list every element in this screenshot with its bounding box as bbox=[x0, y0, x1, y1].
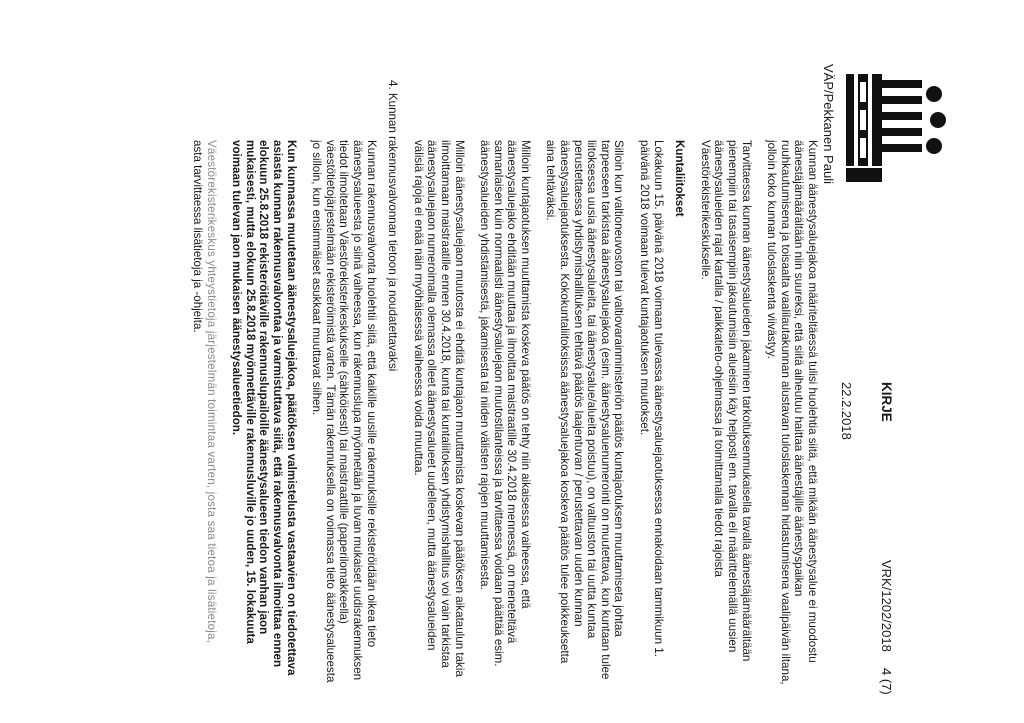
vrk-crest-logo bbox=[842, 70, 952, 190]
faded-line: Väestörekisterikeskus yhteystietoja järjestelmän toimintaa varten, josta saa tietoa ja lisätietoja, bbox=[204, 140, 218, 644]
body-paragraph: Kunnan äänestysaluejakoa määriteltäessä tulisi huolehtia siitä, että mikään äänestysalue ei muodostu äänestäjämäärältään niin suureksi, että siitä aiheutuu haittaa äänestäjille äänestyspaikan ruuhkautumisena ja toisaalta vaalilautakunnan alustavan tuloslaskennan hidastumisena vaalipäivän iltana, jolloin koko kunnan tuloslaskenta viivästyy. bbox=[765, 140, 819, 685]
document-reference: VRK/1202/2018 bbox=[879, 560, 894, 652]
document-type: KIRJE bbox=[879, 382, 894, 422]
body-paragraph: Silloin kun valtioneuvoston tai valtiovarainministeriön päätös kuntajaotuksen muuttamiseta johtaa tarpeeseen tarkistaa äänestysaluejakoa (esim. äänestysaluenumerointi on muutettava, kun kuntaan tulee liitoksessa uusia äänestysalueita, tai äänestysalue/alueita poistuu), on valtuuston tai uutta kuntaa perustettaessa yhdistymishallituksen tehtävä päätös laajentuvan / perustettavan uuden kunnan äänestysaluejaotuksesta. Kokokuntaliitoksissa äänestysaluejakoa koskeva päätös tulee poikkeuksetta aina tehtäväksi. bbox=[544, 140, 626, 680]
body-paragraph: Kunnan rakennusvalvonta huolehtii siitä, että kaikille uusille rakennuksille rekisteröidään oikea tieto äänestysalueesta jo siinä vaiheessa, kun rakennuslupa myönnetään ja luvan mukaiset uudisrakennuksen tiedot ilmoitetaan Väestörekisterikeskukselle (sähköisesti) tai maistraattille (paperilomakkeella) väestötietojärjestelmään rekisteröimistä varten. Tämän rakennuksella on voimassa tieto äänestysalueesta jo silloin, kun ensimmäiset asukkaat muuttavat siihen. bbox=[310, 140, 378, 683]
body-paragraph: Milloin äänestysaluejaon muutosta ei ehditä kuntajaon muuttamista koskevan päätöksen aikataulun takia ilmoittamaan maistraatille ennen 30.4.2018, kunta tai kuntaliitoksen yhdistymishallitus voi vain tarkistaa äänestysaluejaon numeroimalla olemassa olleet äänestysalueet uudelleen, mutta äänestysalueiden välisiä rajoja ei enää näin myöhäisessä vaiheessa voida muuttaa. bbox=[411, 140, 466, 677]
author: VÄP/Pekkanen Pauli bbox=[821, 64, 836, 184]
body-line: asta tarvittaessa lisätietoja ja -ohjeita. bbox=[191, 140, 205, 333]
body-paragraph: Tarvittaessa kunnan äänestysalueiden jakaminen tarkoituksenmukaisella tavalla äänestäjämäärältään pienempiin tai tasaisempiin jakautumisiin alueisiin käy helposti em. tavalla eli määrittelemällä uusien äänestysalueiden rajat kartalla / paikkatieto-ohjelmassa ja toimittamalla tiedot rajoista Väestörekisterikeskukselle. bbox=[698, 140, 753, 662]
letter-body bbox=[178, 80, 819, 685]
bold-paragraph: Kun kunnassa muutetaan äänestysaluejakoa, päätöksen valmistelusta vastaavien on tiedotettava asiasta kunnan rakennusvalvontaa ja varmistuttava siitä, että rakennusvalvonta ilmoittaa ennen elokuun 25.8.2018 rekisteröitäville rakennuslupailoille äänestysalueen tiedon vanhan jaon mukaisesti, mutta elokuun 25.8.2018 myönnettäville rakennusluville jo uuden, 15. lokakuuta voimaan tulevan jaon mukaisen äänestysalueetiedon. bbox=[230, 140, 298, 676]
section-heading-4: 4. Kunnan rakennusvalvonnan tietoon ja noudatettavaksi bbox=[386, 80, 400, 372]
page-number: 4 (7) bbox=[879, 668, 894, 695]
section-heading-kuntaliitokset: Kuntaliitokset bbox=[673, 140, 687, 217]
body-paragraph: Lokakuun 15. päivänä 2018 voimaan tulevassa äänestysaluejaotuksessa ennakoidaan tammikuun 1. päivänä 2018 voimaan tulevat kuntajaotuksen muutokset. bbox=[638, 140, 665, 657]
document-date: 22.2.2018 bbox=[839, 382, 854, 440]
body-paragraph: Milloin kuntajaotuksen muuttamista koskeva päätös on tehty niin aikaisessa vaiheessa, että äänestysaluejako ehditään muuttaa ja ilmoittaa maistraatille 30.4.2018 mennessä, on meneteltävä samanlaisen kuin normaalisti äänestysaluejaon muutostilanteissa ja tarvittaessa voidaan päättää esim. äänestysalueiden yhdistämisestä, jakamisesta tai niiden välisten rajojen muuttamisesta. bbox=[478, 140, 532, 667]
